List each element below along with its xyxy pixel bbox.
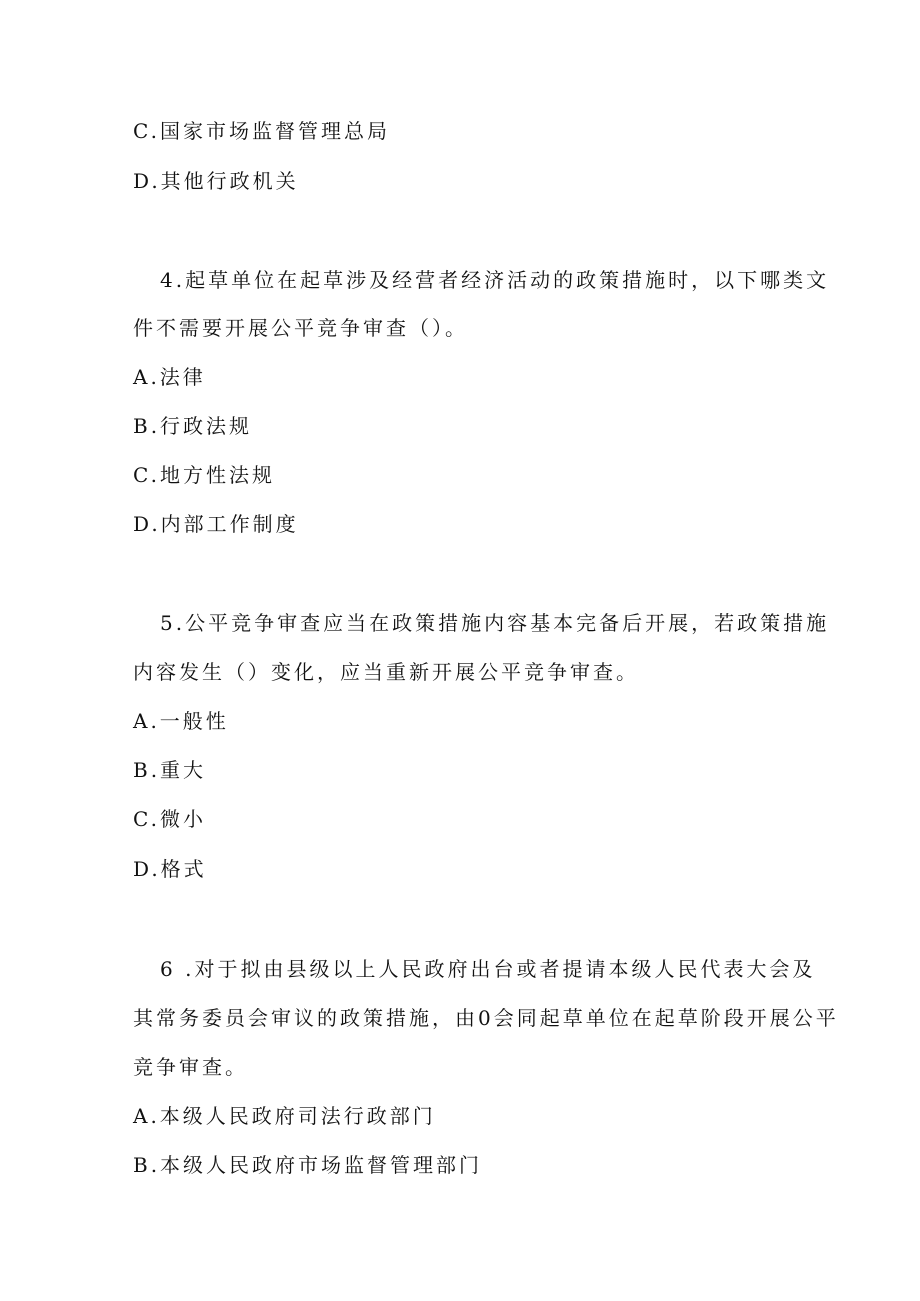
q4-option-c: C.地方性法规 (133, 463, 275, 487)
q3-option-d: D.其他行政机关 (133, 169, 299, 193)
q5-stem-line1: 5.公平竞争审查应当在政策措施内容基本完备后开展，若政策措施 (160, 611, 830, 635)
q4-option-a: A.法律 (133, 365, 206, 389)
q5-option-c: C.微小 (133, 807, 206, 831)
q4-stem-line2: 件不需要开展公平竞争审查（）。 (133, 316, 468, 340)
q5-stem-line2: 内容发生（）变化，应当重新开展公平竞争审查。 (133, 660, 639, 684)
q5-option-d: D.格式 (133, 857, 207, 881)
q6-option-a: A.本级人民政府司法行政部门 (133, 1104, 436, 1128)
q6-stem-line1: 6 .对于拟由县级以上人民政府出台或者提请本级人民代表大会及 (160, 957, 816, 981)
q6-stem-line2: 其常务委员会审议的政策措施，由0会同起草单位在起草阶段开展公平 (133, 1006, 839, 1030)
q6-stem-line3: 竞争审查。 (133, 1055, 248, 1079)
q4-option-d: D.内部工作制度 (133, 512, 299, 536)
q3-option-c: C.国家市场监督管理总局 (133, 119, 390, 143)
q4-option-b: B.行政法规 (133, 414, 253, 438)
q5-option-b: B.重大 (133, 758, 207, 782)
q5-option-a: A.一般性 (133, 709, 229, 733)
q4-stem-line1: 4.起草单位在起草涉及经营者经济活动的政策措施时，以下哪类文 (160, 268, 830, 292)
q6-option-b: B.本级人民政府市场监督管理部门 (133, 1153, 483, 1177)
